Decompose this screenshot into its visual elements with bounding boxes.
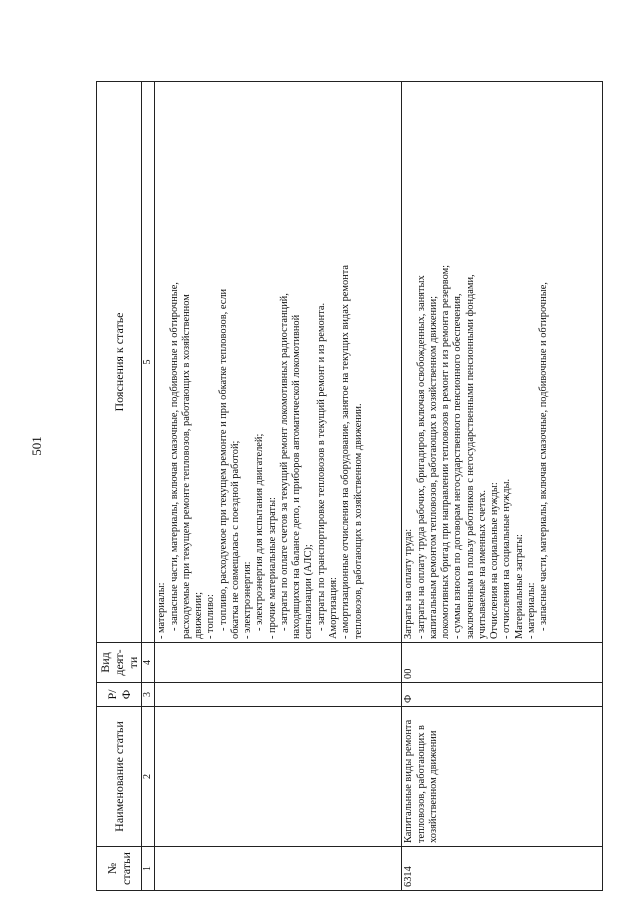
column-number: 4 [142, 643, 155, 683]
item-rf [155, 683, 402, 707]
explanation-line: капитальным ремонтом тепловозов, работающих в хозяйственном движении; [427, 295, 439, 639]
explanation-line: обкатка не совмещалась с поездной работой; [229, 440, 241, 639]
explanation-line: - материалы: [525, 582, 537, 639]
item-activity-kind: 00 [402, 643, 603, 683]
item-activity-kind [155, 643, 402, 683]
explanation-line: - запасные части, материалы, включая смазочные, подбивочные и обтирочные, [168, 282, 180, 631]
table-row [402, 82, 603, 891]
explanation-line: - затраты по оплате счетов за текущий ремонт локомотивных радиостанций, [278, 293, 290, 631]
explanation-line: движении; [193, 592, 205, 639]
table-header-row [97, 82, 142, 891]
item-explanation [402, 82, 603, 643]
item-code: 6314 [402, 847, 603, 891]
explanation-line: Затраты на оплату труда: [403, 528, 415, 639]
rotated-page-content [96, 81, 603, 891]
column-number: 1 [142, 847, 155, 891]
explanation-line: заключенным в пользу работников с негосударственными пенсионными фондами, [464, 274, 476, 639]
item-code [155, 847, 402, 891]
item-name: Капитальные виды ремонта тепловозов, работающих в хозяйственном движении [402, 707, 603, 847]
explanation-line: - амортизационные отчисления на оборудование, занятое на текущих видах ремонта [340, 264, 352, 639]
explanation-line: - запасные части, материалы, включая смазочные, подбивочные и обтирочные, [538, 282, 550, 631]
explanation-line: локомотивных бригад при направлении тепловозов в ремонт и из ремонта резервом; [440, 264, 452, 639]
column-number: 5 [142, 82, 155, 643]
explanation-line: - прочие материальные затраты: [266, 497, 278, 639]
column-number: 3 [142, 683, 155, 707]
explanation-line: - топливо: [205, 594, 217, 639]
explanation-line: - отчисления на социальные нужды. [501, 478, 513, 639]
item-explanation [155, 82, 402, 643]
explanation-line: Амортизация: [327, 577, 339, 639]
item-rf: Ф [402, 683, 603, 707]
header-activity-kind: Вид деят-ти [97, 643, 142, 683]
expense-items-table [96, 81, 603, 891]
explanation-line: - материалы: [156, 582, 168, 639]
explanation-line: Материальные затраты: [513, 534, 525, 639]
explanation-line: - затраты по транспортировке тепловозов в текущий ремонт и из ремонта. [315, 302, 327, 631]
column-number: 2 [142, 707, 155, 847]
item-name [155, 707, 402, 847]
explanation-line: - затраты на оплату труда рабочих, бригадиров, включая освобожденных, занятых [415, 275, 427, 639]
explanation-line: - суммы взносов по договорам негосударственного пенсионного обеспечения, [452, 293, 464, 639]
explanation-line: - электроэнергия: [242, 561, 254, 639]
explanation-line: Отчисления на социальные нужды: [489, 482, 501, 639]
column-number-row [142, 82, 155, 891]
table-row [155, 82, 402, 891]
header-rf: Р/ Ф [97, 683, 142, 707]
explanation-line: находящихся на балансе депо, и приборов автоматической локомотивной [291, 314, 303, 639]
header-explanation: Пояснения к статье [97, 82, 142, 643]
header-item-number: № статьи [97, 847, 142, 891]
explanation-line: сигнализации (АЛС); [303, 544, 315, 639]
explanation-line: - электроэнергия для испытания двигателей; [254, 433, 266, 631]
page-number: 501 [29, 436, 44, 456]
header-item-name: Наименование статьи [97, 707, 142, 847]
explanation-line: расходуемые при текущем ремонте тепловозов, работающих в хозяйственном [180, 294, 192, 639]
explanation-line: - топливо, расходуемое при текущем ремонте и при обкатке тепловозов, если [217, 288, 229, 631]
explanation-line: учитываемые на именных счетах. [476, 490, 488, 639]
explanation-line: тепловозов, работающих в хозяйственном движении. [352, 403, 364, 639]
